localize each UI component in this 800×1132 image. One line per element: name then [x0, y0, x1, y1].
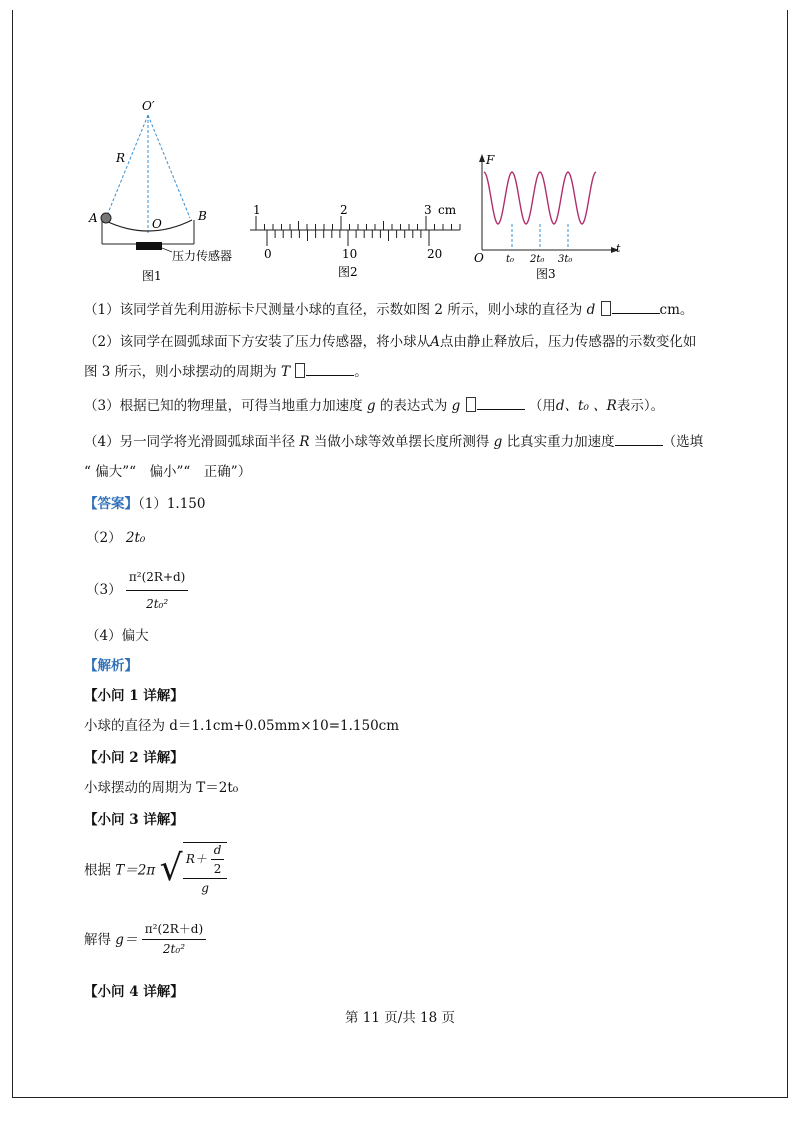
q4-text-b: 当做小球等效单摆长度所测得	[313, 434, 490, 450]
answer-1: （1）1.150	[138, 496, 206, 512]
question-2-line-2	[84, 362, 368, 382]
question-4-line-2	[84, 462, 251, 482]
fig3-tick-3t0: 3t₀	[558, 254, 573, 265]
g-numerator: π²(2R＋d)	[142, 920, 206, 940]
fig1-label-a: A	[89, 211, 98, 225]
g-formula-lhs: g＝	[115, 932, 138, 948]
missing-glyph-box	[466, 397, 476, 412]
answer-2-label: （2）	[86, 530, 122, 546]
answer-3-fraction	[126, 566, 188, 615]
q3-text-a: （3）根据已知的物理量，可得当地重力加速度	[84, 398, 363, 414]
subq-1-text	[84, 716, 399, 736]
fig2-vernier-tick-10: 10	[342, 247, 358, 261]
fig1-label-o-prime: O′	[142, 99, 155, 113]
subq-3-prefix: 根据	[84, 862, 111, 879]
q2-text-a: （2）该同学在圆弧球面下方安装了压力传感器，将小球从	[84, 334, 431, 350]
fig3-axis-f: F	[486, 153, 495, 167]
q2-blank[interactable]	[306, 363, 354, 376]
question-3	[84, 396, 664, 416]
fig1-caption: 图1	[142, 269, 162, 283]
q3-vars: d、t₀ 、R	[555, 398, 617, 414]
sqrt-sign: √	[159, 848, 183, 889]
subq-3-title	[84, 810, 184, 830]
figures	[80, 90, 720, 290]
subq-1-title-text: 【小问 1 详解】	[84, 688, 184, 704]
q4-blank[interactable]	[615, 433, 663, 446]
fig1-label-r: R	[116, 151, 126, 165]
fig2-vernier-tick-20: 20	[427, 247, 443, 261]
answer-3-numerator: π²(2R+d)	[126, 566, 188, 591]
q4-text-c: 比真实重力加速度	[506, 434, 615, 450]
answer-line-2	[86, 528, 145, 548]
subq-3-formula	[84, 842, 227, 895]
fig3-axis-t: t	[616, 242, 621, 255]
sqrt-fraction	[183, 842, 228, 895]
q2-text-d: 。	[354, 364, 368, 380]
q2-var: A	[430, 334, 440, 350]
figure-3	[474, 153, 621, 281]
subq-3-result-prefix: 解得	[84, 932, 111, 948]
q1-var: d	[586, 302, 596, 318]
g-fraction	[142, 920, 206, 956]
fig2-main-tick-3: 3	[424, 203, 432, 217]
fig2-main-tick-2: 2	[340, 203, 348, 217]
q1-blank[interactable]	[612, 301, 660, 314]
q2-text-b: 点由静止释放后，压力传感器的示数变化如	[439, 334, 697, 350]
sqrt-denominator: g	[201, 881, 209, 895]
answer-4: （4）偏大	[86, 628, 149, 644]
sqrt-numerator	[183, 843, 228, 879]
fig3-tick-t0: t₀	[506, 254, 515, 265]
subq-2-text	[84, 778, 238, 798]
figure-2	[250, 203, 460, 279]
q2-var-t: T	[280, 364, 290, 380]
q4-var-r: R	[299, 434, 310, 450]
q4-text-a: （4）另一同学将光滑圆弧球面半径	[84, 434, 296, 450]
q3-var-2: g	[451, 398, 461, 414]
question-2-line-1	[84, 332, 696, 352]
missing-glyph-box	[601, 301, 611, 316]
subq-3-result	[84, 920, 206, 956]
q3-text-b: 的表达式为	[379, 398, 448, 414]
fig3-caption: 图3	[536, 267, 556, 281]
period-formula-lhs: T＝2π	[115, 862, 156, 879]
subq-3-title-text: 【小问 3 详解】	[84, 812, 184, 828]
q3-blank[interactable]	[477, 397, 525, 410]
q4-var-g: g	[493, 434, 503, 450]
q4-text-d: （选填	[662, 434, 704, 450]
fig1-label-b: B	[198, 209, 207, 223]
fig2-vernier-tick-0: 0	[264, 247, 272, 261]
inner-num: d	[211, 843, 225, 860]
answer-line-4	[86, 626, 149, 646]
g-denominator: 2t₀²	[162, 942, 185, 956]
question-4-line-1	[84, 432, 703, 452]
q3-var: g	[366, 398, 376, 414]
missing-glyph-box	[295, 363, 305, 378]
fig3-tick-2t0: 2t₀	[530, 254, 545, 265]
analysis-tag-line	[84, 656, 138, 676]
q4-options: “ 偏大”“ 偏小”“ 正确”）	[84, 464, 252, 480]
q2-text-c: 图 3 所示，则小球摆动的周期为	[84, 364, 277, 380]
q3-text-d: 表示）。	[616, 398, 665, 414]
subq-1-content: 小球的直径为 d＝1.1cm+0.05mm×10=1.150cm	[84, 718, 400, 734]
fig3-origin: O	[474, 251, 484, 265]
analysis-tag: 【解析】	[84, 658, 138, 674]
answer-3-denominator: 2t₀²	[146, 597, 169, 611]
fig2-main-tick-1: 1	[253, 203, 261, 217]
inner-den: 2	[213, 862, 222, 876]
q1-text: （1）该同学首先利用游标卡尺测量小球的直径，示数如图 2 所示，则小球的直径为	[84, 302, 583, 318]
page-footer: 第 11 页/共 18 页	[344, 1010, 456, 1026]
answer-line-1	[84, 494, 206, 514]
subq-2-title	[84, 748, 184, 768]
answer-line-3	[86, 566, 188, 615]
force-curve	[484, 172, 596, 224]
fig1-sensor-label: 压力传感器	[172, 249, 233, 263]
subq-2-title-text: 【小问 2 详解】	[84, 750, 184, 766]
fig2-caption: 图2	[338, 265, 358, 279]
subq-1-title	[84, 686, 184, 706]
figure-1	[88, 99, 232, 283]
question-1	[84, 300, 693, 320]
q3-text-c: （用	[528, 398, 556, 414]
subq-4-title-text: 【小问 4 详解】	[84, 984, 184, 1000]
fig2-unit: cm	[438, 203, 457, 217]
subq-2-content: 小球摆动的周期为 T＝2t₀	[84, 780, 239, 796]
sqrt-num-r: R＋	[185, 852, 207, 866]
inner-fraction	[211, 843, 225, 876]
answer-2-value: 2t₀	[125, 530, 146, 546]
answer-3-label: （3）	[86, 582, 122, 598]
answer-tag: 【答案】	[84, 496, 138, 512]
subq-4-title	[84, 982, 184, 1002]
q1-unit: cm。	[659, 302, 694, 318]
fig1-label-o: O	[152, 217, 162, 231]
